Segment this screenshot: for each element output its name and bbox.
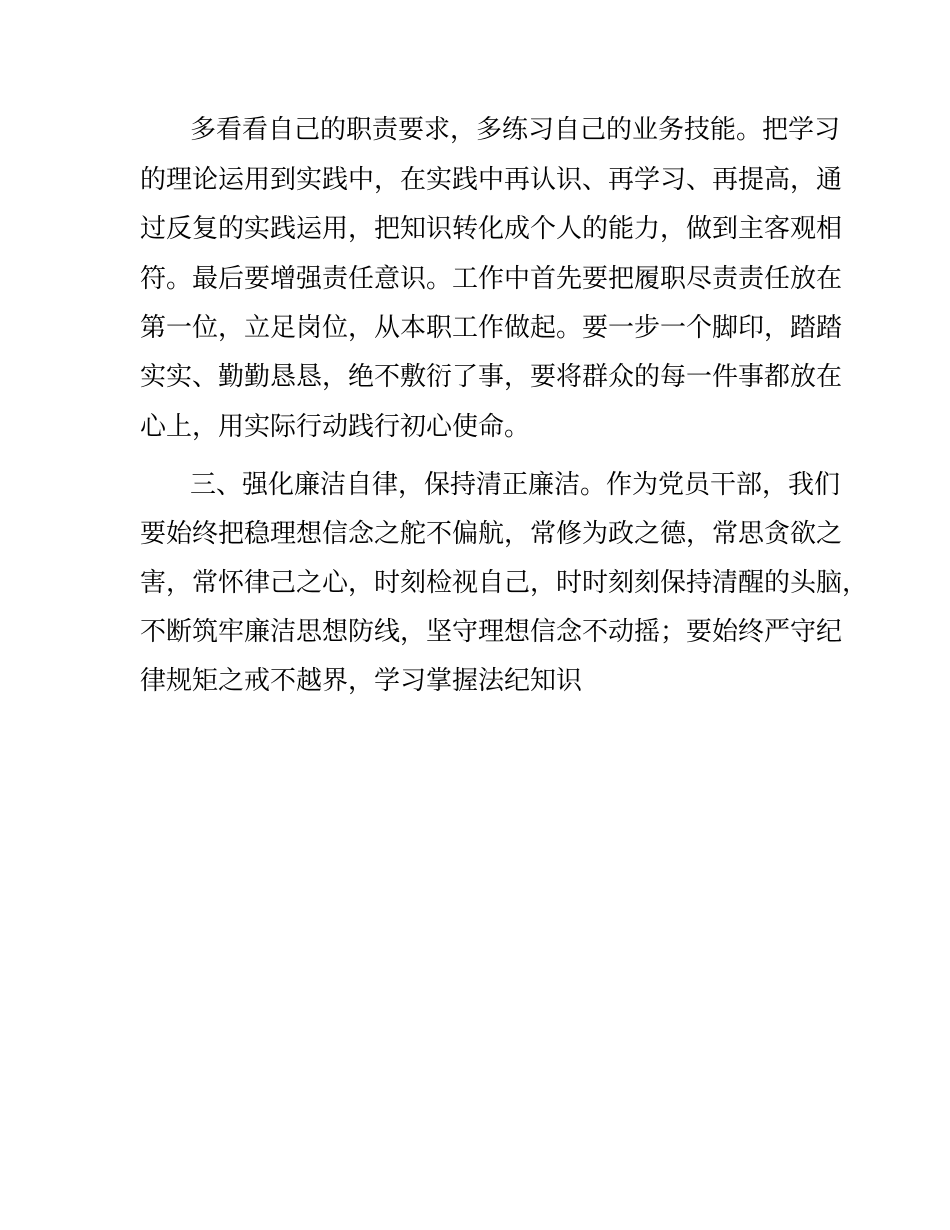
paragraph-2-line-2-text: 要始终把稳理想信念之舵不偏航，常修为政之德，常思贪欲之: [140, 519, 843, 549]
paragraph-2-line-2: [0, 509, 950, 559]
paragraph-1-line-4-text: 符。最后要增强责任意识。工作中首先要把履职尽责责任放在: [140, 264, 843, 294]
paragraph-1-line-1-text: 多看看自己的职责要求，多练习自己的业务技能。把学习: [190, 115, 841, 145]
paragraph-1-line-7-text: 心上，用实际行动践行初心使命。: [140, 412, 531, 442]
paragraph-1-line-6-text: 实实、勤勤恳恳，绝不敷衍了事，要将群众的每一件事都放在: [140, 362, 843, 392]
paragraph-1-line-3: [0, 204, 950, 254]
paragraph-1-line-5: [0, 303, 950, 353]
paragraph-1-line-5-text: 第一位，立足岗位，从本职工作做起。要一步一个脚印，踏踏: [140, 313, 843, 343]
paragraph-2-line-5: [0, 656, 950, 706]
paragraph-2-line-3-text: 害，常怀律己之心，时刻检视自己，时时刻刻保持清醒的头脑，: [140, 568, 869, 598]
paragraph-2-line-4: [0, 607, 950, 657]
paragraph-1-line-3-text: 过反复的实践运用，把知识转化成个人的能力，做到主客观相: [140, 214, 843, 244]
paragraph-1-line-2-text: 的理论运用到实践中，在实践中再认识、再学习、再提高，通: [140, 165, 843, 195]
paragraph-1-line-7: [0, 402, 950, 452]
paragraph-1-line-6: [0, 352, 950, 402]
paragraph-2-line-3: [0, 558, 950, 608]
paragraph-1-line-2: [0, 155, 950, 205]
paragraph-2-line-4-text: 不断筑牢廉洁思想防线，坚守理想信念不动摇；要始终严守纪: [140, 617, 843, 647]
paragraph-2-line-5-text: 律规矩之戒不越界，学习掌握法纪知识: [140, 666, 583, 696]
paragraph-1-line-4: [0, 254, 950, 304]
paragraph-2-line-1-text: 三、强化廉洁自律，保持清正廉洁。作为党员干部，我们: [190, 470, 841, 500]
paragraph-1-line-1: [0, 105, 950, 155]
paragraph-2-line-1: [0, 460, 950, 510]
